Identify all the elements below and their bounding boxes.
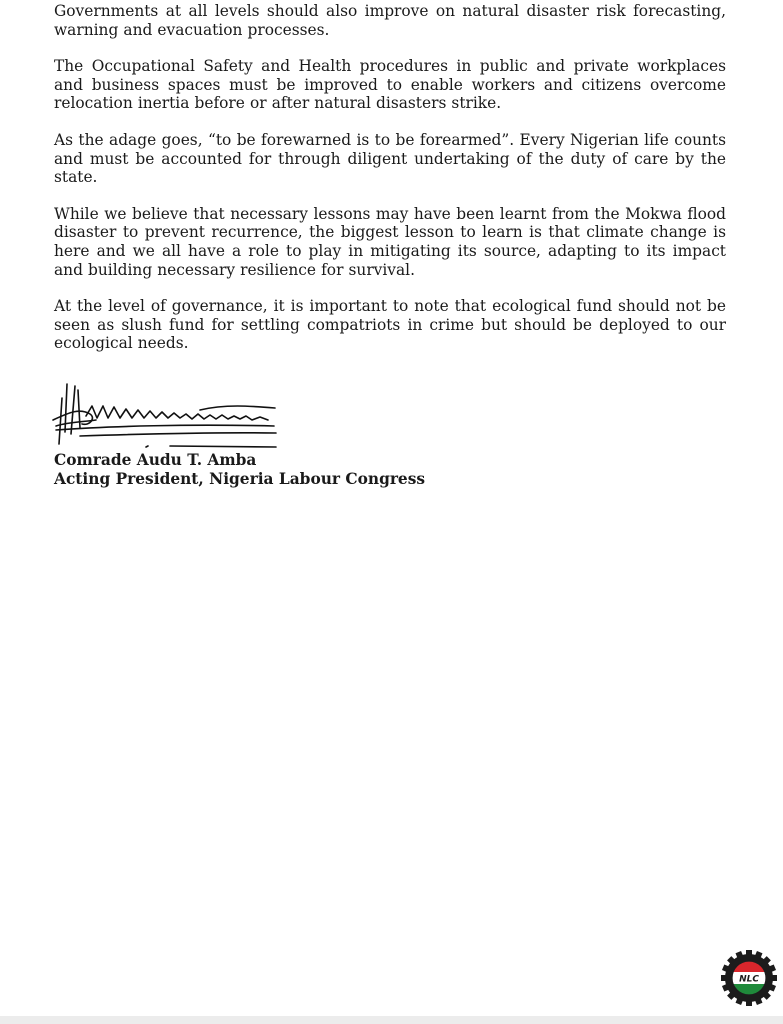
signatory-name: Comrade Audu T. Amba (54, 451, 257, 469)
handwritten-signature (50, 376, 280, 452)
paragraph-occupational-safety: The Occupational Safety and Health procedures in public and private workplaces and business spaces must be improved to enable workers and citizens overcome relocation inertia before or after natural disasters strike. (54, 57, 726, 113)
letter-body (54, 2, 726, 371)
signatory-title: Acting President, Nigeria Labour Congress (54, 470, 426, 488)
nlc-logo-icon (721, 950, 777, 1006)
paragraph-forewarned: As the adage goes, “to be forewarned is to be forearmed”. Every Nigerian life counts and must be accounted for through diligent undertaking of the duty of care by the state. (54, 130, 726, 187)
logo-text: NLC (739, 974, 759, 985)
page-bottom-edge (0, 1016, 783, 1024)
paragraph-ecological-fund: At the level of governance, it is important to note that ecological fund should not be seen as slush fund for settling compatriots in crime but should be deployed to our ecological needs. (54, 297, 726, 353)
signatory-block (54, 451, 425, 489)
paragraph-lessons-learnt: While we believe that necessary lessons may have been learnt from the Mokwa flood disaster to prevent recurrence, the biggest lesson to learn is that climate change is here and we all have a role to play in mitigating its source, adapting to its impact and building necessary resilience for survival. (54, 204, 726, 279)
paragraph-risk-forecasting: Governments at all levels should also improve on natural disaster risk forecasting, warning and evacuation processes. (54, 2, 726, 39)
